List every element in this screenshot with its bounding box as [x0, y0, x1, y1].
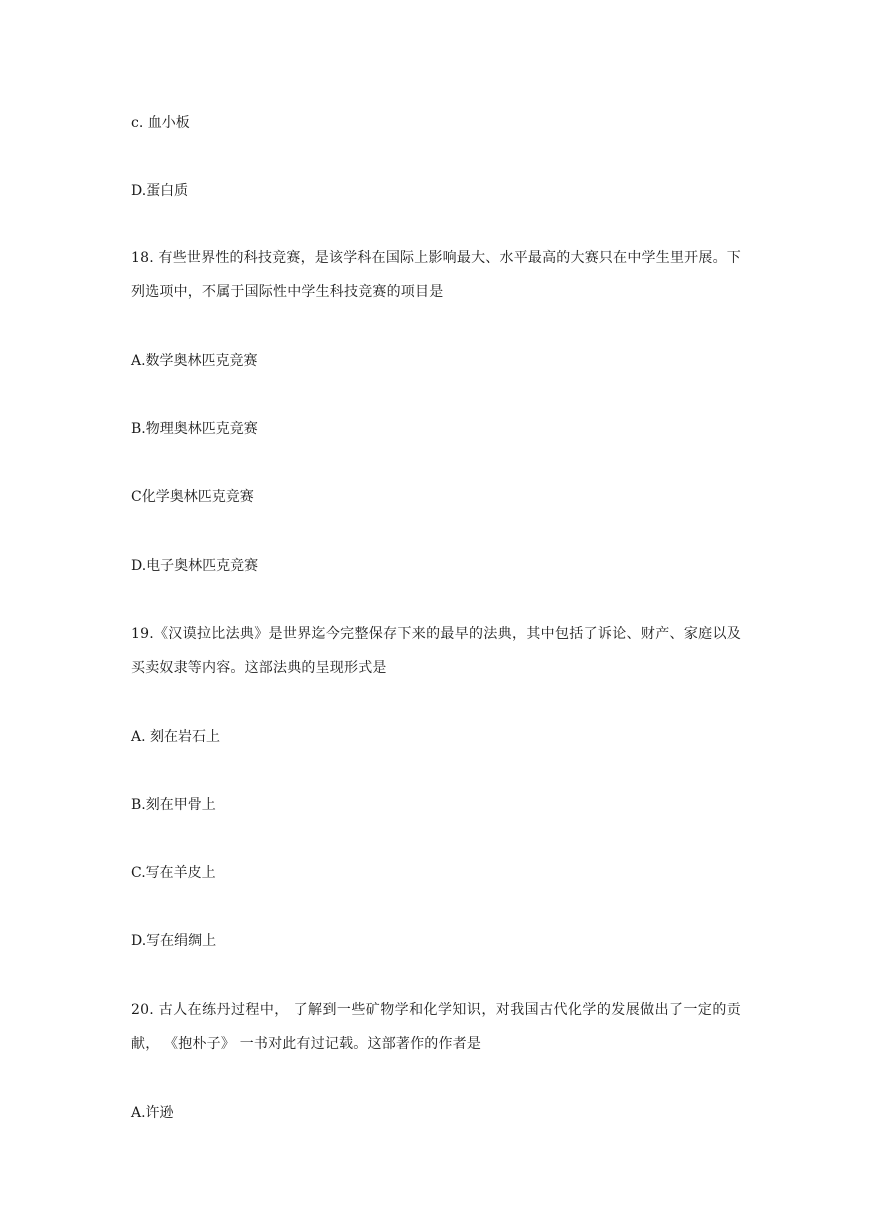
- q18-option-c: C化学奥林匹克竞赛: [131, 489, 254, 505]
- q18-option-d: D.电子奥林匹克竞赛: [131, 558, 259, 574]
- q17-option-d: D.蛋白质: [131, 183, 189, 199]
- q19-option-a: A. 刻在岩石上: [131, 729, 221, 745]
- q18-option-a: A.数学奥林匹克竞赛: [131, 353, 258, 369]
- q19-option-d: D.写在绢绸上: [131, 933, 217, 949]
- q19-stem: 19.《汉谟拉比法典》是世界迄今完整保存下来的最早的法典，其中包括了诉论、财产、家庭以及买卖奴隶等内容。这部法典的呈现形式是: [131, 626, 741, 676]
- q20-stem: 20. 古人在练丹过程中， 了解到一些矿物学和化学知识，对我国古代化学的发展做出了一定的贡献， 《抱朴子》 一书对此有过记载。这部著作的作者是: [131, 1002, 741, 1052]
- q19-option-c: C.写在羊皮上: [131, 865, 216, 881]
- q20-option-a: A.许逊: [131, 1105, 174, 1121]
- q19-option-b: B.刻在甲骨上: [131, 797, 216, 813]
- q18-stem: 18. 有些世界性的科技竞赛，是该学科在国际上影响最大、水平最高的大赛只在中学生里开展。下列选项中，不属于国际性中学生科技竞赛的项目是: [131, 250, 741, 300]
- q18-option-b: B.物理奥林匹克竞赛: [131, 421, 258, 437]
- q17-option-c: c. 血小板: [131, 115, 190, 131]
